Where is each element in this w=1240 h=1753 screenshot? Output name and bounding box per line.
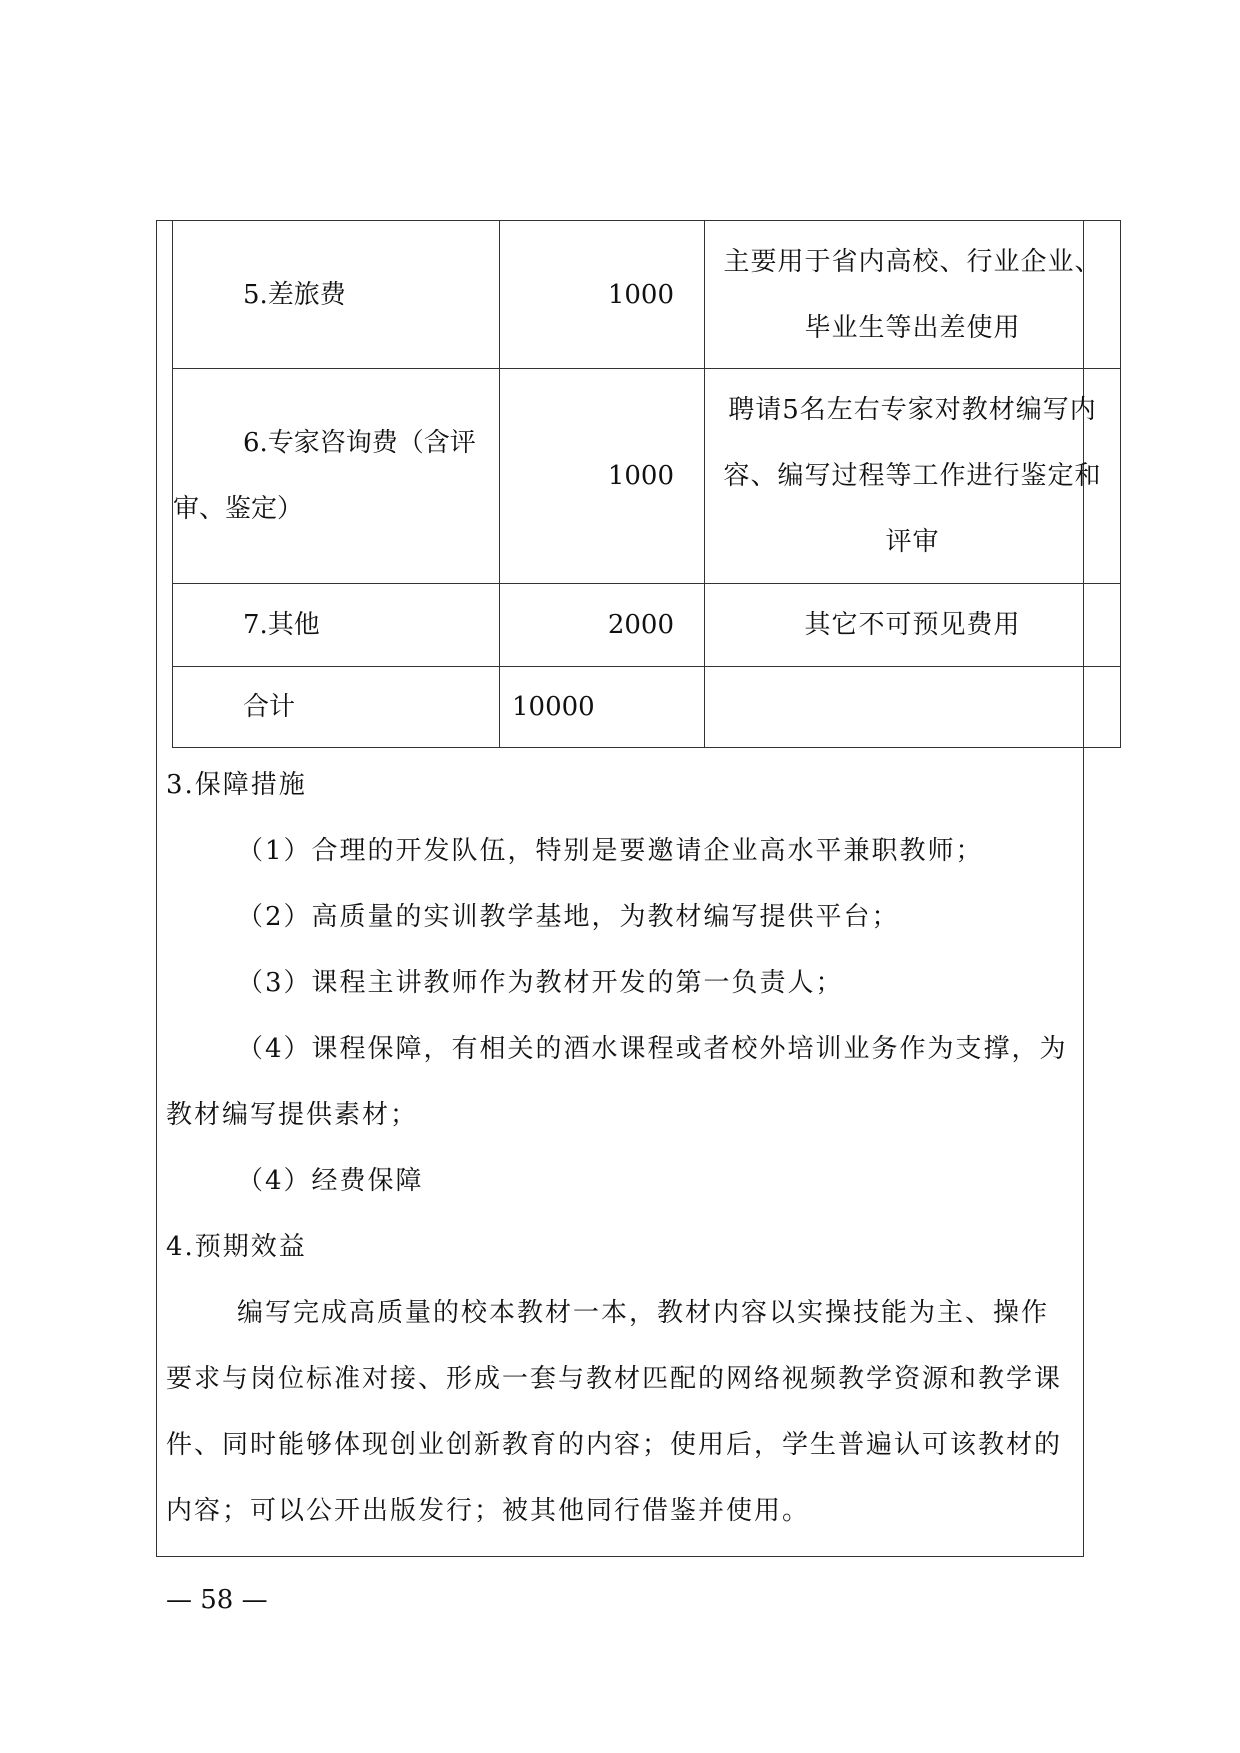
section-heading: 3.保障措施 <box>166 770 307 800</box>
table-row <box>173 667 1121 748</box>
note-cell <box>705 667 1121 748</box>
note-cell: 其它不可预见费用 <box>705 584 1121 667</box>
body-text <box>166 752 1076 1544</box>
amount-cell: 10000 <box>500 667 705 748</box>
note-cell: 主要用于省内高校、行业企业、毕业生等出差使用 <box>705 221 1121 369</box>
list-item: （1）合理的开发队伍，特别是要邀请企业高水平兼职教师； <box>237 836 984 866</box>
budget-table <box>172 220 1121 748</box>
table-row <box>173 369 1121 584</box>
amount-cell: 1000 <box>500 369 705 584</box>
table-row <box>173 584 1121 667</box>
item-cell: 7.其他 <box>173 584 500 667</box>
section-heading: 4.预期效益 <box>166 1232 307 1262</box>
item-cell: 合计 <box>173 667 500 748</box>
list-item: （4）课程保障，有相关的酒水课程或者校外培训业务作为支撑，为教材编写提供素材； <box>166 1034 1068 1130</box>
paragraph: 编写完成高质量的校本教材一本，教材内容以实操技能为主、操作要求与岗位标准对接、形成一套与教材匹配的网络视频教学资源和教学课件、同时能够体现创业创新教育的内容；使用后，学生普遍认可该教材的内容；可以公开出版发行；被其他同行借鉴并使用。 <box>166 1298 1063 1526</box>
page-number: — 58 — <box>166 1585 268 1615</box>
amount-cell: 1000 <box>500 221 705 369</box>
item-cell: 5.差旅费 <box>173 221 500 369</box>
list-item: （4）经费保障 <box>237 1166 424 1196</box>
list-item: （2）高质量的实训教学基地，为教材编写提供平台； <box>237 902 900 932</box>
table-row <box>173 221 1121 369</box>
amount-cell: 2000 <box>500 584 705 667</box>
note-cell: 聘请5名左右专家对教材编写内容、编写过程等工作进行鉴定和评审 <box>705 369 1121 584</box>
list-item: （3）课程主讲教师作为教材开发的第一负责人； <box>237 968 844 998</box>
item-cell: 6.专家咨询费（含评审、鉴定） <box>173 369 500 584</box>
